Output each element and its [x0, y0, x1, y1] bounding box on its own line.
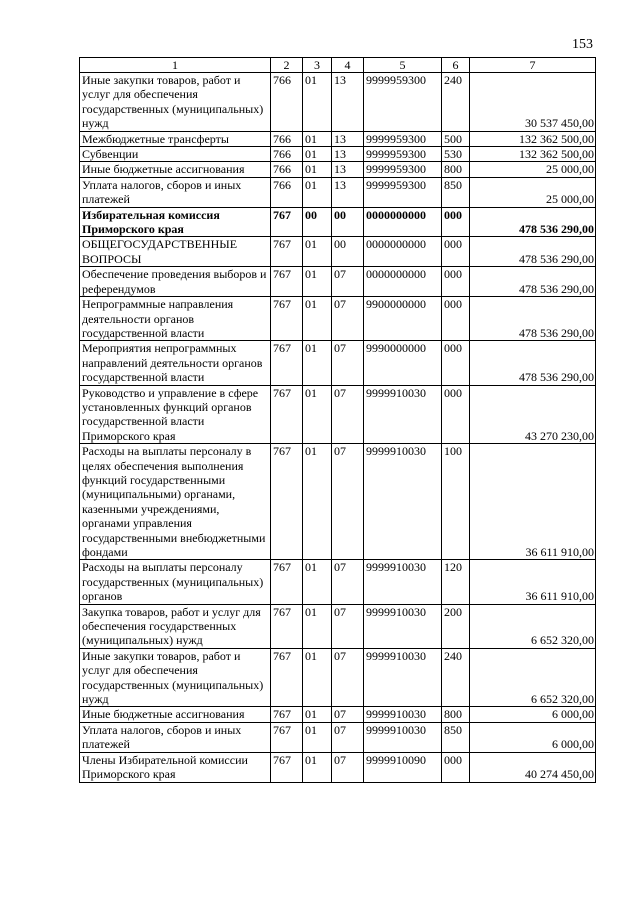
row-name: Руководство и управление в сфере установленных функций органов государственной власти Приморского края — [80, 385, 271, 444]
row-code-admin: 767 — [271, 707, 303, 722]
row-code-admin: 767 — [271, 207, 303, 237]
row-code-section: 01 — [303, 162, 332, 177]
table-row — [80, 385, 596, 444]
row-code-target: 9900000000 — [364, 297, 442, 341]
row-code-subsection: 07 — [332, 722, 364, 752]
row-code-admin: 766 — [271, 177, 303, 207]
row-code-section: 01 — [303, 267, 332, 297]
row-code-target: 9999910090 — [364, 752, 442, 782]
row-code-admin: 767 — [271, 444, 303, 560]
row-name: Обеспечение проведения выборов и референдумов — [80, 267, 271, 297]
header-cell-6: 6 — [442, 58, 470, 73]
row-code-section: 01 — [303, 341, 332, 385]
row-code-admin: 767 — [271, 752, 303, 782]
row-amount: 478 536 290,00 — [470, 267, 596, 297]
table-row — [80, 267, 596, 297]
row-code-section: 01 — [303, 177, 332, 207]
row-code-section: 01 — [303, 752, 332, 782]
row-code-target: 9999910030 — [364, 707, 442, 722]
table-row — [80, 560, 596, 604]
row-amount: 30 537 450,00 — [470, 73, 596, 132]
header-cell-7: 7 — [470, 58, 596, 73]
header-cell-2: 2 — [271, 58, 303, 73]
row-code-admin: 767 — [271, 560, 303, 604]
row-code-subsection: 13 — [332, 147, 364, 162]
table-row — [80, 162, 596, 177]
table-row — [80, 341, 596, 385]
row-code-subsection: 00 — [332, 207, 364, 237]
row-code-subsection: 07 — [332, 385, 364, 444]
row-code-target: 0000000000 — [364, 267, 442, 297]
table-row — [80, 131, 596, 146]
table-row — [80, 752, 596, 782]
header-cell-5: 5 — [364, 58, 442, 73]
row-code-section: 01 — [303, 73, 332, 132]
row-code-section: 01 — [303, 648, 332, 707]
table-row — [80, 707, 596, 722]
row-code-subsection: 07 — [332, 444, 364, 560]
row-code-expense-type: 000 — [442, 297, 470, 341]
row-amount: 478 536 290,00 — [470, 207, 596, 237]
row-code-section: 01 — [303, 560, 332, 604]
row-code-section: 01 — [303, 131, 332, 146]
row-code-target: 9999959300 — [364, 131, 442, 146]
row-amount: 6 652 320,00 — [470, 604, 596, 648]
row-name: Члены Избирательной комиссии Приморского края — [80, 752, 271, 782]
table-row — [80, 722, 596, 752]
row-code-target: 9999959300 — [364, 177, 442, 207]
table-row — [80, 177, 596, 207]
table-row — [80, 73, 596, 132]
header-row — [80, 58, 596, 73]
table-row — [80, 237, 596, 267]
row-code-expense-type: 000 — [442, 237, 470, 267]
row-code-admin: 767 — [271, 722, 303, 752]
row-code-admin: 766 — [271, 162, 303, 177]
row-name: Расходы на выплаты персоналу государственных (муниципальных) органов — [80, 560, 271, 604]
row-code-expense-type: 000 — [442, 207, 470, 237]
row-code-section: 01 — [303, 722, 332, 752]
row-code-expense-type: 500 — [442, 131, 470, 146]
row-code-admin: 767 — [271, 267, 303, 297]
row-code-target: 9999910030 — [364, 648, 442, 707]
row-code-admin: 767 — [271, 648, 303, 707]
row-name: Уплата налогов, сборов и иных платежей — [80, 722, 271, 752]
row-code-target: 9999910030 — [364, 560, 442, 604]
row-code-target: 9999959300 — [364, 162, 442, 177]
row-name: Уплата налогов, сборов и иных платежей — [80, 177, 271, 207]
row-code-target: 9999959300 — [364, 147, 442, 162]
row-code-admin: 767 — [271, 341, 303, 385]
row-amount: 25 000,00 — [470, 177, 596, 207]
row-code-target: 0000000000 — [364, 207, 442, 237]
row-code-expense-type: 530 — [442, 147, 470, 162]
row-amount: 36 611 910,00 — [470, 444, 596, 560]
row-name: Межбюджетные трансферты — [80, 131, 271, 146]
row-code-subsection: 07 — [332, 752, 364, 782]
row-code-admin: 766 — [271, 131, 303, 146]
row-amount: 36 611 910,00 — [470, 560, 596, 604]
row-code-expense-type: 000 — [442, 341, 470, 385]
row-code-target: 9999910030 — [364, 385, 442, 444]
row-name: Избирательная комиссия Приморского края — [80, 207, 271, 237]
row-code-expense-type: 120 — [442, 560, 470, 604]
row-name: Иные бюджетные ассигнования — [80, 162, 271, 177]
row-code-expense-type: 100 — [442, 444, 470, 560]
row-code-subsection: 13 — [332, 162, 364, 177]
row-name: Иные закупки товаров, работ и услуг для обеспечения государственных (муниципальных) нужд — [80, 73, 271, 132]
table-row — [80, 297, 596, 341]
row-name: Иные бюджетные ассигнования — [80, 707, 271, 722]
row-code-section: 01 — [303, 237, 332, 267]
row-name: Мероприятия непрограммных направлений деятельности органов государственной власти — [80, 341, 271, 385]
table-row — [80, 207, 596, 237]
row-amount: 132 362 500,00 — [470, 131, 596, 146]
row-code-section: 01 — [303, 604, 332, 648]
row-code-subsection: 07 — [332, 648, 364, 707]
row-code-expense-type: 850 — [442, 722, 470, 752]
table-row — [80, 604, 596, 648]
row-amount: 25 000,00 — [470, 162, 596, 177]
table-row — [80, 648, 596, 707]
row-code-subsection: 13 — [332, 73, 364, 132]
row-name: Расходы на выплаты персоналу в целях обеспечения выполнения функций государственными (муниципальными) органами, казенными учреждениями, органами управления государственными внебюджетными фондами — [80, 444, 271, 560]
row-amount: 43 270 230,00 — [470, 385, 596, 444]
page-number: 153 — [572, 37, 593, 52]
row-code-section: 01 — [303, 297, 332, 341]
row-code-expense-type: 000 — [442, 385, 470, 444]
row-code-subsection: 07 — [332, 560, 364, 604]
row-amount: 6 652 320,00 — [470, 648, 596, 707]
row-code-target: 9990000000 — [364, 341, 442, 385]
row-code-target: 9999910030 — [364, 722, 442, 752]
row-code-expense-type: 200 — [442, 604, 470, 648]
row-code-target: 9999959300 — [364, 73, 442, 132]
row-amount: 478 536 290,00 — [470, 297, 596, 341]
row-code-target: 9999910030 — [364, 444, 442, 560]
row-code-expense-type: 000 — [442, 267, 470, 297]
row-code-subsection: 07 — [332, 297, 364, 341]
row-name: Субвенции — [80, 147, 271, 162]
header-cell-1: 1 — [80, 58, 271, 73]
row-code-subsection: 13 — [332, 131, 364, 146]
row-code-subsection: 07 — [332, 267, 364, 297]
row-name: Закупка товаров, работ и услуг для обеспечения государственных (муниципальных) нужд — [80, 604, 271, 648]
row-code-subsection: 07 — [332, 707, 364, 722]
row-code-admin: 767 — [271, 297, 303, 341]
row-amount: 478 536 290,00 — [470, 341, 596, 385]
row-code-target: 0000000000 — [364, 237, 442, 267]
row-code-expense-type: 800 — [442, 162, 470, 177]
row-code-section: 01 — [303, 147, 332, 162]
row-code-target: 9999910030 — [364, 604, 442, 648]
row-amount: 132 362 500,00 — [470, 147, 596, 162]
row-code-expense-type: 240 — [442, 73, 470, 132]
row-code-subsection: 13 — [332, 177, 364, 207]
row-code-admin: 767 — [271, 604, 303, 648]
row-code-section: 01 — [303, 707, 332, 722]
row-code-subsection: 07 — [332, 604, 364, 648]
row-code-admin: 767 — [271, 385, 303, 444]
budget-table — [79, 57, 596, 783]
row-code-admin: 766 — [271, 73, 303, 132]
table-row — [80, 147, 596, 162]
row-code-admin: 766 — [271, 147, 303, 162]
header-cell-3: 3 — [303, 58, 332, 73]
row-amount: 6 000,00 — [470, 707, 596, 722]
table-row — [80, 444, 596, 560]
row-code-subsection: 07 — [332, 341, 364, 385]
row-code-subsection: 00 — [332, 237, 364, 267]
row-code-admin: 767 — [271, 237, 303, 267]
row-name: Непрограммные направления деятельности органов государственной власти — [80, 297, 271, 341]
row-code-expense-type: 000 — [442, 752, 470, 782]
row-amount: 478 536 290,00 — [470, 237, 596, 267]
row-code-expense-type: 240 — [442, 648, 470, 707]
row-code-section: 01 — [303, 444, 332, 560]
header-cell-4: 4 — [332, 58, 364, 73]
row-amount: 40 274 450,00 — [470, 752, 596, 782]
row-code-expense-type: 850 — [442, 177, 470, 207]
row-code-expense-type: 800 — [442, 707, 470, 722]
row-code-section: 01 — [303, 385, 332, 444]
row-name: Иные закупки товаров, работ и услуг для обеспечения государственных (муниципальных) нужд — [80, 648, 271, 707]
row-name: ОБЩЕГОСУДАРСТВЕННЫЕ ВОПРОСЫ — [80, 237, 271, 267]
row-amount: 6 000,00 — [470, 722, 596, 752]
row-code-section: 00 — [303, 207, 332, 237]
